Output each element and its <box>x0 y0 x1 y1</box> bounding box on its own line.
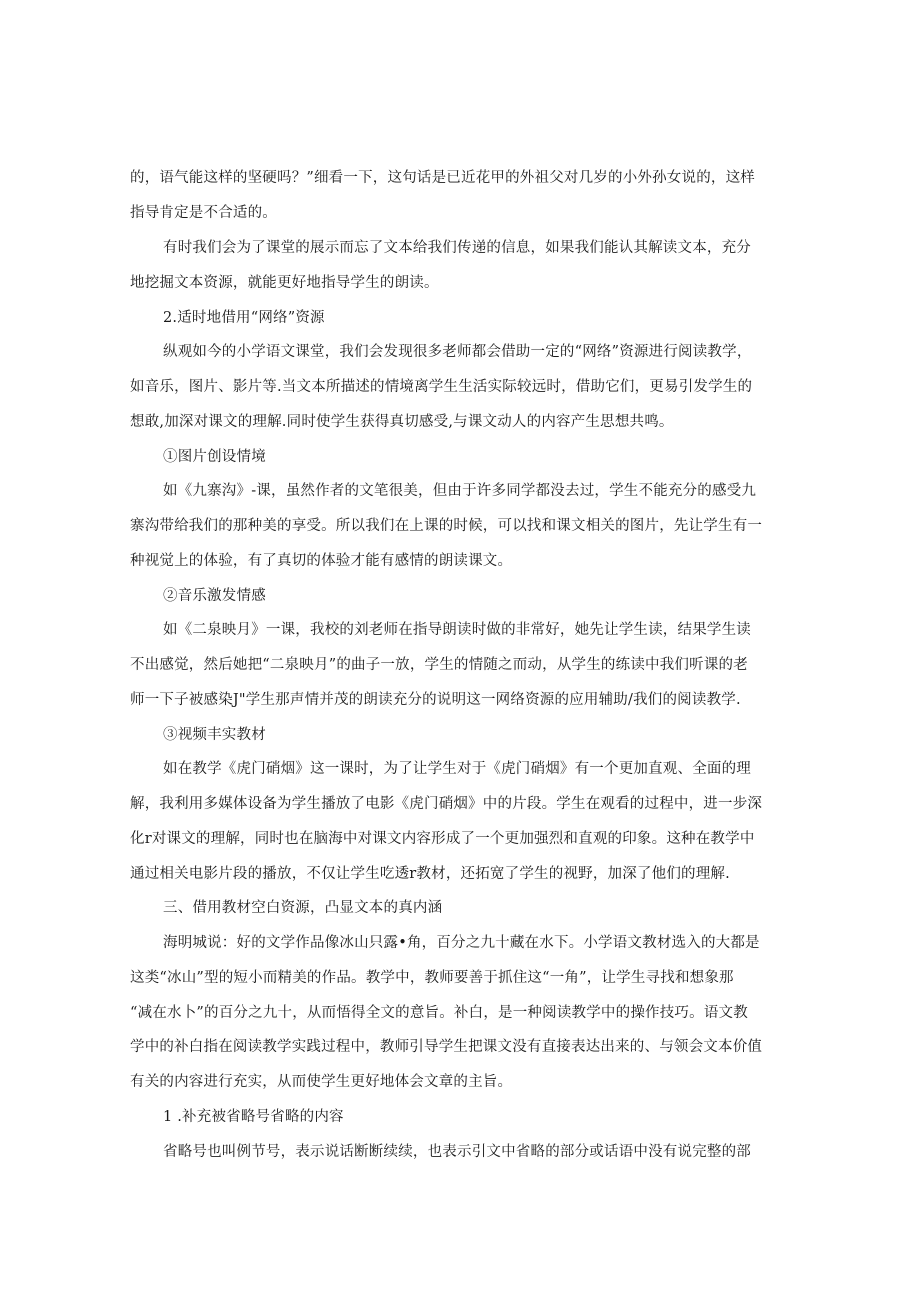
text-line: 不出感觉，然后她把“二泉映月”的曲子一放，学生的情随之而动，从学生的练读中我们听课的老 <box>130 657 748 673</box>
section-heading: 三、借用教材空白资源，凸显文本的真内涵 <box>163 900 443 916</box>
text-line: 指导肯定是不合适的。 <box>130 205 277 221</box>
text-line: 有时我们会为了课堂的展示而忘了文本给我们传递的信息，如果我们能认其解读文本，充分 <box>163 240 751 256</box>
text-line: “减在水卜”的百分之九十，从而悟得全文的意旨。补白，是一种阅读教学中的操作技巧。语文教 <box>130 1005 748 1021</box>
text-line: 有关的内容进行充实，从而使学生更好地体会文章的主旨。 <box>130 1074 513 1090</box>
sub-heading: ①图片创设情境 <box>163 449 266 465</box>
text-line: 通过相关电影片段的播放，不仅让学生吃透r教材，还拓宽了学生的视野，加深了他们的理解. <box>130 866 730 882</box>
sub-heading: 1 .补充被省略号省略的内容 <box>163 1109 344 1125</box>
sub-heading: ③视频丰实教材 <box>163 727 266 743</box>
sub-heading: ②音乐激发情感 <box>163 588 266 604</box>
text-line: 学中的补白指在阅读教学实践过程中，教师引导学生把课文没有直接表达出来的、与领会文本价值 <box>130 1039 763 1055</box>
text-line: 寨沟带给我们的那种美的享受。所以我们在上课的时候，可以找和课文相关的图片，先让学生有一 <box>130 518 763 534</box>
text-line: 如《九寨沟》-课，虽然作者的文笔很美，但由于许多同学都没去过，学生不能充分的感受九 <box>163 483 757 499</box>
text-line: 解，我利用多媒体设备为学生播放了电影《虎门硝烟》中的片段。学生在观看的过程中，进一步深 <box>130 796 763 812</box>
text-line: 这类“冰山”型的短小而精美的作品。教学中，教师要善于抓住这“一角”，让学生寻找和想象那 <box>130 970 734 986</box>
text-line: 想敢,加深对课文的理解.同时使学生获得真切感受,与课文动人的内容产生思想共鸣。 <box>130 414 674 430</box>
text-line: 的，语气能这样的坚硬吗？”细看一下，这句话是已近花甲的外祖父对几岁的小外孙女说的，这样 <box>130 170 756 186</box>
text-line: 省略号也叫例节号，表示说话断断续续，也表示引文中省略的部分或话语中没有说完整的部 <box>163 1144 751 1160</box>
text-line: 地挖掘文本资源，就能更好地指导学生的朗读。 <box>130 275 439 291</box>
text-line: 海明城说：好的文学作品像冰山只露•角，百分之九十藏在水下。小学语文教材选入的大都是 <box>163 935 760 951</box>
text-line: 如音乐，图片、影片等.当文本所描述的情境离学生生活实际较远时，借助它们，更易引发学生的 <box>130 379 753 395</box>
text-line: 种视觉上的体验，有了真切的体验才能有感情的朗读课文。 <box>130 553 513 569</box>
text-line: 纵观如今的小学语文课堂，我们会发现很多老师都会借助一定的“网络”资源进行阅读教学， <box>163 344 752 360</box>
section-heading: 2.适时地借用“网络”资源 <box>163 310 325 326</box>
text-line: 师一下子被感染J"学生那声情并茂的朗读充分的说明这一网络资源的应用辅助/我们的阅读教学. <box>130 692 741 708</box>
text-line: 化r对课文的理解，同时也在脑海中对课文内容形成了一个更加强烈和直观的印象。这种在教学中 <box>130 831 755 847</box>
text-line: 如在教学《虎门硝烟》这一课时，为了让学生对于《虎门硝烟》有一个更加直观、全面的理 <box>163 761 751 777</box>
text-line: 如《二泉映月》一课，我校的刘老师在指导朗读时做的非常好，她先让学生读，结果学生读 <box>163 622 751 638</box>
